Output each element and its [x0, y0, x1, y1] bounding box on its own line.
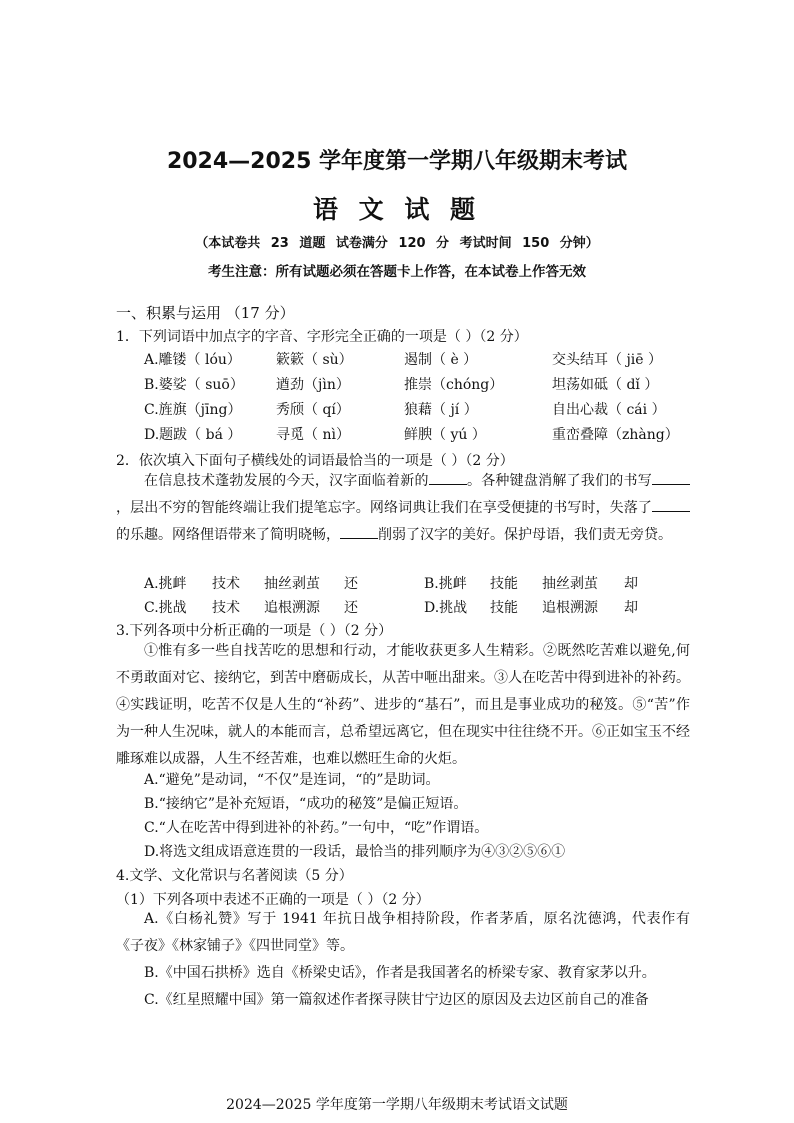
q1-a-3: 遏制（ è ） [404, 352, 478, 368]
q1-a-4: 交头结耳（ jiē ） [552, 352, 663, 368]
q2-text-4: 的乐趣。网络俚语带来了简明晓畅， [116, 527, 340, 543]
q2-blank-1 [429, 472, 467, 485]
q1-c-4: 自出心裁（ cái ） [552, 402, 666, 418]
q1-b-3: 推崇（chóng） [404, 377, 504, 393]
q2-blank-3 [652, 499, 690, 512]
q2-a-2: 技术 [212, 576, 240, 592]
q1-d-1: D.题跋（ bá ） [144, 427, 242, 443]
q2-a-1: A.挑衅 [144, 576, 187, 592]
q2-text-1: 在信息技术蓬勃发展的今天，汉字面临着新的 [144, 473, 429, 489]
q1-b-2: 遒劲（jìn） [276, 377, 350, 393]
q4-option-c: C.《红星照耀中国》第一篇叙述作者探寻陕甘宁边区的原因及去边区前自己的准备 [144, 992, 649, 1008]
q1-d-4: 重峦叠障（zhàng） [552, 427, 679, 443]
q2-text-5: 削弱了汉字的美好。保护母语，我们责无旁贷。 [378, 527, 672, 543]
q1-b-1: B.婆娑（ suō） [144, 377, 244, 393]
q4-sub1-stem: （1）下列各项中表述不正确的一项是（ ）（2 分） [116, 892, 430, 908]
q2-b-3: 抽丝剥茧 [542, 576, 598, 592]
q2-b-4: 却 [624, 576, 638, 592]
q2-text-2: 。各种键盘消解了我们的书写 [466, 473, 653, 489]
q4-stem: 4.文学、文化常识与名著阅读（5 分） [116, 868, 353, 884]
q1-d-2: 寻觅（ nì） [276, 427, 350, 443]
exam-title: 2024—2025 学年度第一学期八年级期末考试 [166, 149, 628, 174]
q4-option-b: B.《中国石拱桥》选自《桥梁史话》，作者是我国著名的桥梁专家、教育家茅以升。 [144, 965, 656, 981]
exam-subject: 语 文 试 题 [312, 195, 482, 224]
section-title: 一、积累与运用 （17 分） [116, 304, 295, 322]
q2-a-3: 抽丝剥茧 [264, 576, 320, 592]
q2-b-1: B.挑衅 [424, 576, 467, 592]
q2-c-3: 追根溯源 [264, 600, 320, 616]
q3-option-b: B.“接纳它”是补充短语，“成功的秘笈”是偏正短语。 [144, 796, 468, 812]
q2-c-4: 还 [344, 600, 358, 616]
exam-notice: 考生注意：所有试题必须在答题卡上作答，在本试卷上作答无效 [208, 264, 586, 280]
q2-c-1: C.挑战 [144, 600, 187, 616]
q1-stem: 1．下列词语中加点字的字音、字形完全正确的一项是（ ）（2 分） [116, 329, 528, 345]
q3-option-a: A.“避免”是动词，“不仅”是连词，“的”是助词。 [144, 772, 440, 788]
q1-a-1: A.雕镂（ lóu） [144, 352, 241, 368]
exam-info: （本试卷共 23 道题 试卷满分 120 分 考试时间 150 分钟） [195, 236, 599, 251]
q2-d-3: 追根溯源 [542, 600, 598, 616]
q1-d-3: 鲜腴（ yú ） [404, 427, 486, 443]
q1-c-3: 狼藉（ jí ） [404, 402, 478, 418]
q2-text-3: ，层出不穷的智能终端让我们提笔忘字。网络词典让我们在享受便捷的书写时，失落了 [116, 500, 652, 516]
q2-d-2: 技能 [490, 600, 518, 616]
q1-c-2: 秀颀（ qí） [276, 402, 350, 418]
q4-option-a: A.《白杨礼赞》写于 1941 年抗日战争相持阶段，作者茅盾，原名沈德鸿，代表作有《子夜》《林家铺子》《四世同堂》等。 [116, 911, 690, 954]
q2-a-4: 还 [344, 576, 358, 592]
q3-passage: ①惟有多一些自找苦吃的思想和行动，才能收获更多人生精彩。②既然吃苦难以避免,何不勇敢面对它、接纳它，到苦中磨砺成长，从苦中咂出甜来。③人在吃苦中得到进补的补药。④实践证明，吃苦不仅是人生的“补药”、进步的“基石”，而且是事业成功的秘笈。⑤“苦”作为一种人生况味，就人的本能而言，总希望远离它，但在现实中往往绕不开。⑥正如宝玉不经雕琢难以成器，人生不经苦难，也难以燃旺生命的火炬。 [116, 643, 690, 767]
q2-d-1: D.挑战 [424, 600, 468, 616]
q3-option-d: D.将选文组成语意连贯的一段话，最恰当的排列顺序为④③②⑤⑥① [144, 844, 566, 860]
q2-stem: 2．依次填入下面句子横线处的词语最恰当的一项是（ ）（2 分） [116, 453, 514, 469]
q2-blank-2 [652, 472, 690, 485]
q2-blank-4 [340, 526, 378, 539]
q3-option-c: C.“人在吃苦中得到进补的补药。”一句中，“吃”作谓语。 [144, 820, 489, 836]
q1-a-2: 簌簌（ sù） [276, 352, 353, 368]
page-footer: 2024—2025 学年度第一学期八年级期末考试语文试题 [226, 1097, 568, 1113]
q1-b-4: 坦荡如砥（ dǐ ） [552, 377, 659, 393]
q2-passage [116, 468, 690, 549]
q1-c-1: C.旌旗（jīng） [144, 402, 242, 418]
q2-c-2: 技术 [212, 600, 240, 616]
q2-b-2: 技能 [490, 576, 518, 592]
q3-stem: 3.下列各项中分析正确的一项是（ ）（2 分） [116, 623, 393, 639]
q2-d-4: 却 [624, 600, 638, 616]
